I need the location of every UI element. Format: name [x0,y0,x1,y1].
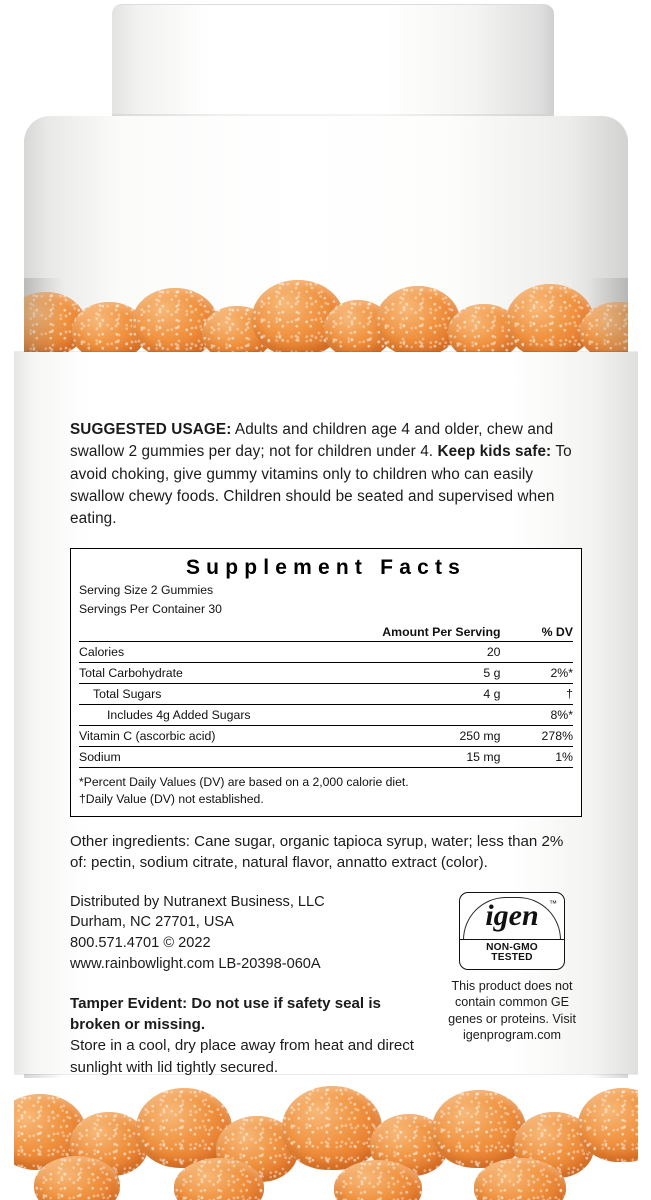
nutrient-name: Includes 4g Added Sugars [79,704,322,725]
nutrient-amount: 5 g [322,662,529,683]
storage-instructions: Store in a cool, dry place away from heat and direct sunlight with lid tightly secured. [70,1037,414,1076]
igen-non-gmo-seal-icon [459,892,565,970]
supplement-facts-title: Supplement Facts [185,556,467,580]
nutrient-name: Total Carbohydrate [79,662,322,683]
igen-seal-block [442,892,582,1044]
nutrient-amount: 15 mg [322,746,529,767]
distributor-block [70,892,400,975]
suggested-usage-heading: SUGGESTED USAGE: [70,421,232,439]
table-row [79,704,573,725]
table-row [79,662,573,683]
nutrient-dv [529,641,574,662]
tamper-evident-bold: Tamper Evident: Do not use if safety seal is broken or missing. [70,994,381,1033]
nutrient-amount: 250 mg [322,725,529,746]
keep-kids-safe-heading: Keep kids safe: [437,443,552,461]
other-ingredients: Other ingredients: Cane sugar, organic tapioca syrup, water; less than 2% of: pectin, sodium citrate, natural flavor, annatto extract (color). [70,832,564,872]
seal-non-gmo-line: NON-GMO [486,941,538,953]
suggested-usage-paragraph [70,419,582,530]
table-row [79,641,573,662]
header-blank [79,622,322,642]
gummies-visible-bottom [14,1072,638,1200]
table-header-row [79,622,573,642]
nutrient-amount [322,704,529,725]
table-row [79,683,573,704]
igen-wordmark: igen [485,898,539,932]
table-row [79,746,573,767]
distributor-and-seal [70,892,582,1079]
product-label [14,352,638,1074]
serving-size: Serving Size 2 Gummies [79,583,214,598]
trademark-symbol: ™ [549,898,557,908]
seal-tested-line: TESTED [491,952,533,964]
distributor-line-2: Durham, NC 27701, USA [70,914,234,931]
table-row [79,725,573,746]
distributor-line-4: www.rainbowlight.com LB-20398-060A [70,955,321,972]
nutrient-dv: 2%* [529,662,574,683]
distributor-line-3: 800.571.4701 © 2022 [70,935,211,952]
suggested-usage-text-2: To avoid choking, give gummy vitamins only to children who can easily swallow chewy foods. Children should be seated and supervised when eating. [70,443,572,527]
nutrient-dv: 1% [529,746,574,767]
nutrient-amount: 4 g [322,683,529,704]
tamper-evident-block [70,993,430,1079]
nutrient-name: Calories [79,641,322,662]
footnote-percent-dv: *Percent Daily Values (DV) are based on a 2,000 calorie diet. [79,774,409,789]
distributor-line-1: Distributed by Nutranext Business, LLC [70,893,325,910]
nutrient-dv: 8%* [529,704,574,725]
header-percent-dv: % DV [529,622,574,642]
header-amount-per-serving: Amount Per Serving [322,622,529,642]
supplement-facts-table [79,622,573,768]
suggested-usage-text-1: Adults and children age 4 and older, chew and swallow 2 gummies per day; not for children under 4. [70,421,554,461]
nutrient-name: Sodium [79,746,322,767]
footnote-dagger: †Daily Value (DV) not established. [79,792,264,807]
nutrient-amount: 20 [322,641,529,662]
nutrient-name: Vitamin C (ascorbic acid) [79,725,322,746]
supplement-facts-panel [70,548,582,817]
nutrient-dv: † [529,683,574,704]
servings-per-container: Servings Per Container 30 [79,602,222,617]
nutrient-name: Total Sugars [79,683,322,704]
igen-seal-caption: This product does not contain common GE genes or proteins. Visit igenprogram.com [448,978,576,1043]
nutrient-dv: 278% [529,725,574,746]
gummies-visible-top [24,278,628,356]
bottle-cap [112,4,554,121]
